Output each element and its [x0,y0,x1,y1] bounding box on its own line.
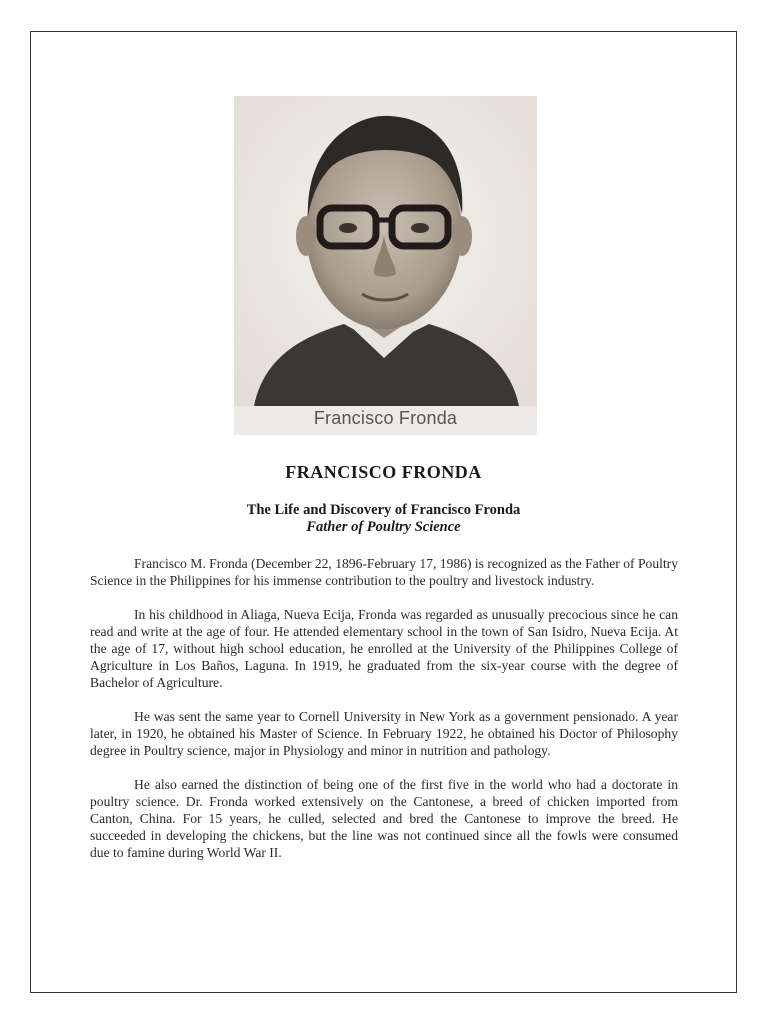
paragraph-4: He also earned the distinction of being one of the first five in the world who had a doctorate in poultry science. Dr. Fronda worked extensively on the Cantonese, a breed of chicken imported from Canton, China. For 15 years, he culled, selected and bred the Cantonese to improve the breed. He succeeded in developing the chickens, but the line was not continued since all the fowls were consumed due to famine during World War II. [90,777,678,860]
paragraph-3: He was sent the same year to Cornell University in New York as a government pensionado. A year later, in 1920, he obtained his Master of Science. In February 1922, he obtained his Doctor of Philosophy degree in Poultry science, major in Physiology and minor in nutrition and pathology. [90,709,678,758]
portrait-caption: Francisco Fronda [313,408,458,428]
document-subtitle: The Life and Discovery of Francisco Fronda [246,502,521,518]
portrait-image [234,96,537,406]
paragraph-2: In his childhood in Aliaga, Nueva Ecija, Fronda was regarded as unusually precocious since he can read and write at the age of four. He attended elementary school in the town of San Isidro, Nueva Ecija. At the age of 17, without high school education, he enrolled at the University of the Philippines College of Agriculture in Los Baños, Laguna. In 1919, he graduated from the six-year course with the degree of Bachelor of Agriculture. [90,607,678,690]
document-subtitle-block [30,502,737,536]
document-body [90,555,678,878]
paragraph-1: Francisco M. Fronda (December 22, 1896-February 17, 1986) is recognized as the Father of Poultry Science in the Philippines for his immense contribution to the poultry and livestock industry. [90,556,678,588]
document-title: FRANCISCO FRONDA [285,462,482,482]
portrait-photo [234,96,537,435]
document-tagline: Father of Poultry Science [306,519,461,535]
